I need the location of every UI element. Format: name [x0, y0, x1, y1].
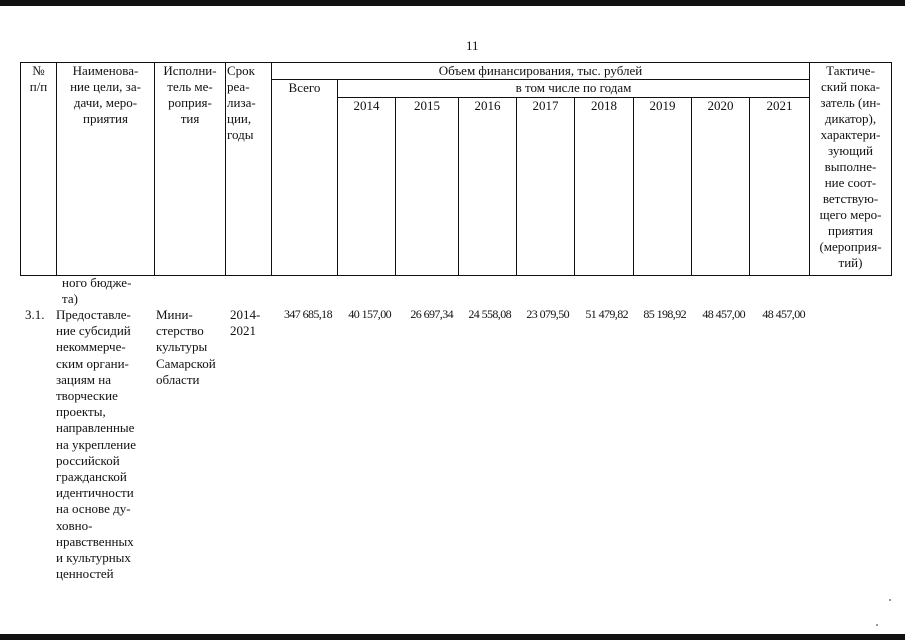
row-value-2017: 23 079,50 — [526, 307, 569, 321]
bottom-border-bar — [0, 634, 905, 640]
row-value-2014: 40 157,00 — [348, 307, 391, 321]
row-executor: Мини- стерство культуры Самарской области — [156, 307, 216, 387]
row-name: Предоставле- ние субсидий некоммерче- ским органи- зациям на творческие проекты, направленные на укрепление российской гражданской идентичности на основе ду- ховно- нравственных и культурных ценностей — [56, 307, 136, 582]
header-total: Всего — [272, 80, 338, 276]
header-executor: Исполни- тель ме- роприя- тия — [155, 63, 226, 276]
page-number: 11 — [466, 38, 479, 53]
continuation-text: ного бюдже- та) — [62, 275, 132, 307]
header-year: 2018 — [575, 98, 634, 276]
row-value-2015: 26 697,34 — [410, 307, 453, 321]
header-year: 2015 — [396, 98, 459, 276]
row-total: 347 685,18 — [283, 307, 332, 321]
header-year: 2021 — [750, 98, 810, 276]
header-name: Наименова- ние цели, за- дачи, меро- приятия — [57, 63, 155, 276]
header-table — [20, 62, 892, 276]
header-year: 2019 — [634, 98, 692, 276]
scan-speck — [876, 624, 878, 626]
row-value-2018: 51 479,82 — [585, 307, 628, 321]
header-term: Срок реа- лиза- ции, годы — [226, 63, 272, 276]
header-num: № п/п — [21, 63, 57, 276]
header-year: 2016 — [459, 98, 517, 276]
row-number: 3.1. — [25, 307, 45, 322]
header-indicator: Тактиче- ский пока- затель (ин- дикатор), характери- зующий выполне- ние соот- ветствую- щего меро- приятия (мероприя- тий) — [810, 63, 892, 276]
row-value-2020: 48 457,00 — [702, 307, 745, 321]
row-value-2019: 85 198,92 — [643, 307, 686, 321]
header-by-years: в том числе по годам — [338, 80, 810, 98]
scan-speck — [889, 599, 891, 601]
header-year: 2020 — [692, 98, 750, 276]
header-funding: Объем финансирования, тыс. рублей — [272, 63, 810, 80]
row-term: 2014- 2021 — [230, 307, 261, 339]
header-year: 2014 — [338, 98, 396, 276]
row-value-2021: 48 457,00 — [762, 307, 805, 321]
top-border-bar — [0, 0, 905, 6]
row-value-2016: 24 558,08 — [468, 307, 511, 321]
header-year: 2017 — [517, 98, 575, 276]
